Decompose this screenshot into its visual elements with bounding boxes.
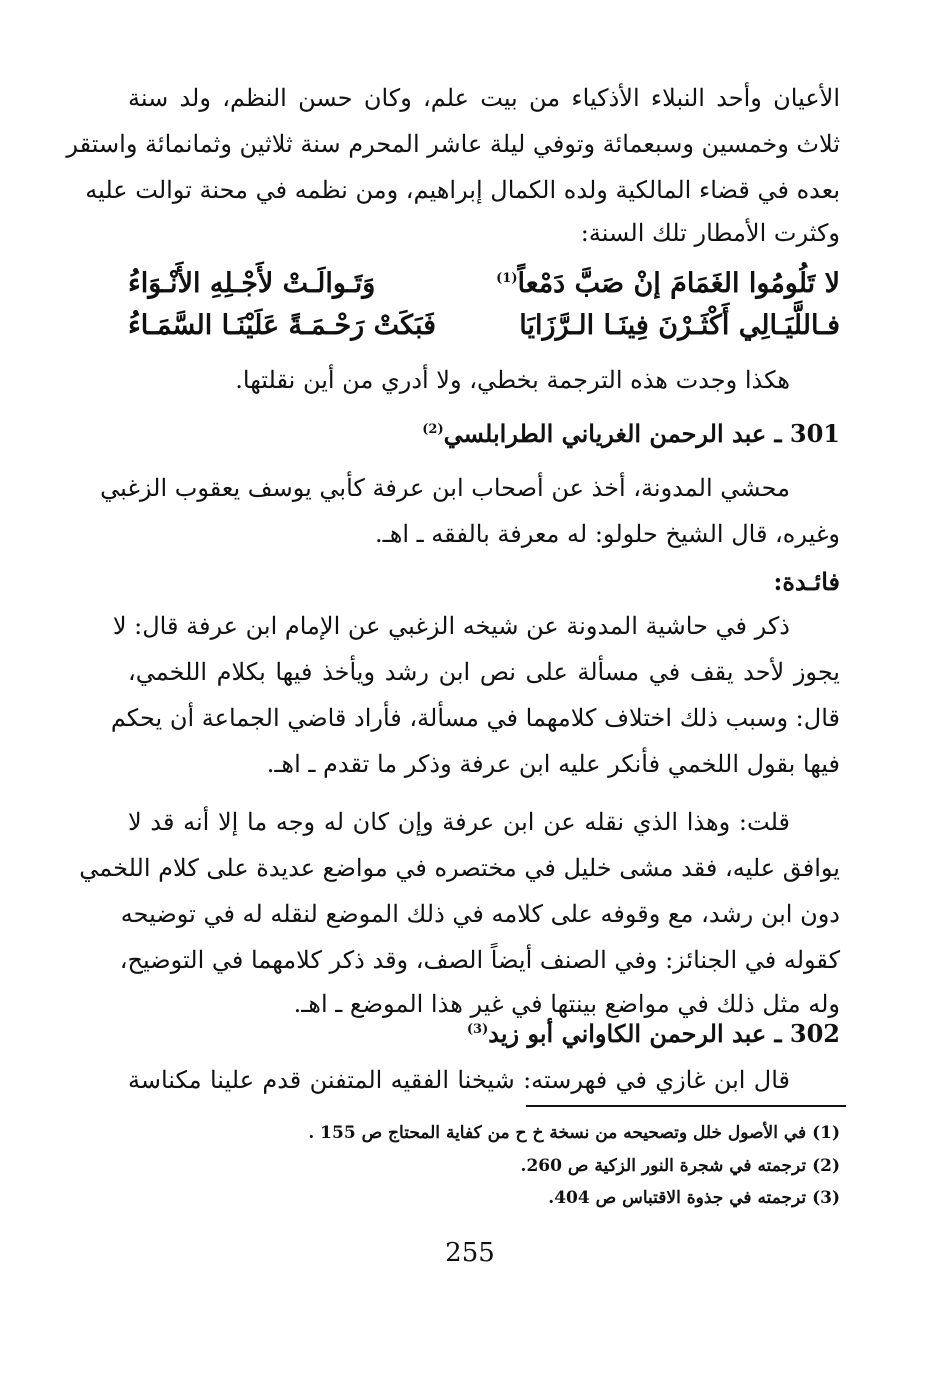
entry-302-title (467, 1014, 840, 1054)
paragraph5-line: قلت: وهذا الذي نقله عن ابن عرفة وإن كان له وجه ما إلا أنه قد لا (128, 808, 790, 836)
footnote (548, 1183, 840, 1213)
paragraph1-line: وكثرت الأمطار تلك السنة: (580, 219, 840, 247)
poem-hemistich (496, 262, 840, 306)
paragraph1-line: ثلاث وخمسين وسبعمائة وتوفي ليلة عاشر المحرم سنة ثلاثين وثمانمائة واستقر (66, 130, 840, 158)
paragraph4-line: ذكر في حاشية المدونة عن شيخه الزغبي عن الإمام ابن عرفة قال: لا (112, 612, 790, 640)
footnote-text: ترجمته في شجرة النور الزكية ص 260. (520, 1156, 807, 1176)
paragraph5-line: كقوله في الجنائز: وفي الصنف أيضاً الصف، وقد ذكر كلامهما في التوضيح، (119, 946, 840, 974)
paragraph1-line: الأعيان وأحد النبلاء الأذكياء من بيت علم، وكان حسن النظم، ولد سنة (128, 84, 840, 112)
footnote (308, 1118, 840, 1148)
footnote-ref-1: (1) (496, 271, 518, 286)
paragraph4-line: فيها بقول اللخمي فأنكر عليه ابن عرفة وذكر ما تقدم ـ اهـ. (266, 750, 840, 778)
paragraph5-line: دون ابن رشد، مع وقوفه على كلامه في ذلك الموضع لنقله له في توضيحه (120, 900, 840, 928)
poem-line1-right: لا تَلُومُوا الغَمَامَ إنْ صَبَّ دَمْعاً (517, 268, 840, 299)
footnote (521, 1151, 840, 1181)
paragraph6-line: قال ابن غازي في فهرسته: شيخنا الفقيه المتفنن قدم علينا مكناسة (128, 1066, 791, 1094)
paragraph4-line: قال: وسبب ذلك اختلاف كلامهما في مسألة، فأراد قاضي الجماعة أن يحكم (110, 704, 840, 732)
entry-301-title-text: 301 ـ عبد الرحمن الغرياني الطرابلسي (443, 419, 840, 448)
paragraph5-line: يوافق عليه، فقد مشى خليل في مختصره في مواضع عديدة على كلام اللخمي (79, 854, 840, 882)
paragraph5-line: وله مثل ذلك في مواضع بينتها في غير هذا الموضع ـ اهـ. (293, 990, 840, 1018)
paragraph3-line: وغيره، قال الشيخ حلولو: له معرفة بالفقه ـ اهـ. (375, 520, 840, 548)
faida-heading: فائـدة: (773, 567, 840, 596)
footnote-number: (3) (812, 1188, 840, 1208)
poem-line2-left: فَبَكَتْ رَحْـمَـةً عَلَيْنَـا السَّمَـاءُ (128, 310, 437, 341)
poem-line1-left: وَتَـوالَـتْ لأَجْـلِهِ الأَنْـوَاءُ (128, 268, 376, 299)
footnote-divider (526, 1105, 846, 1107)
page-number: 255 (445, 1238, 495, 1268)
entry-302-title-text: 302 ـ عبد الرحمن الكاواني أبو زيد (488, 1019, 840, 1048)
entry-301-title (422, 414, 840, 454)
footnote-text: ترجمته في جذوة الاقتباس ص 404. (548, 1188, 807, 1208)
footnote-ref-2: (2) (422, 422, 444, 437)
paragraph4-line: يجوز لأحد يقف في مسألة على نص ابن رشد ويأخذ فيها بكلام اللخمي، (128, 658, 840, 686)
footnote-text: في الأصول خلل وتصحيحه من نسخة خ ح من كفاية المحتاج ص 155 . (308, 1123, 807, 1143)
paragraph3-line: محشي المدونة، أخذ عن أصحاب ابن عرفة كأبي يوسف يعقوب الزغبي (100, 474, 790, 502)
paragraph2: هكذا وجدت هذه الترجمة بخطي، ولا أدري من أين نقلتها. (235, 366, 790, 394)
poem-line2-right: فـاللَّيَـالِي أَكْثَـرْنَ فِينَـا الـرَّزَايَا (519, 310, 840, 341)
paragraph1-line: بعده في قضاء المالكية ولده الكمال إبراهيم، ومن نظمه في محنة توالت عليه (85, 176, 840, 204)
footnote-number: (2) (812, 1156, 840, 1176)
footnote-number: (1) (812, 1123, 840, 1143)
footnote-ref-3: (3) (466, 1022, 489, 1037)
